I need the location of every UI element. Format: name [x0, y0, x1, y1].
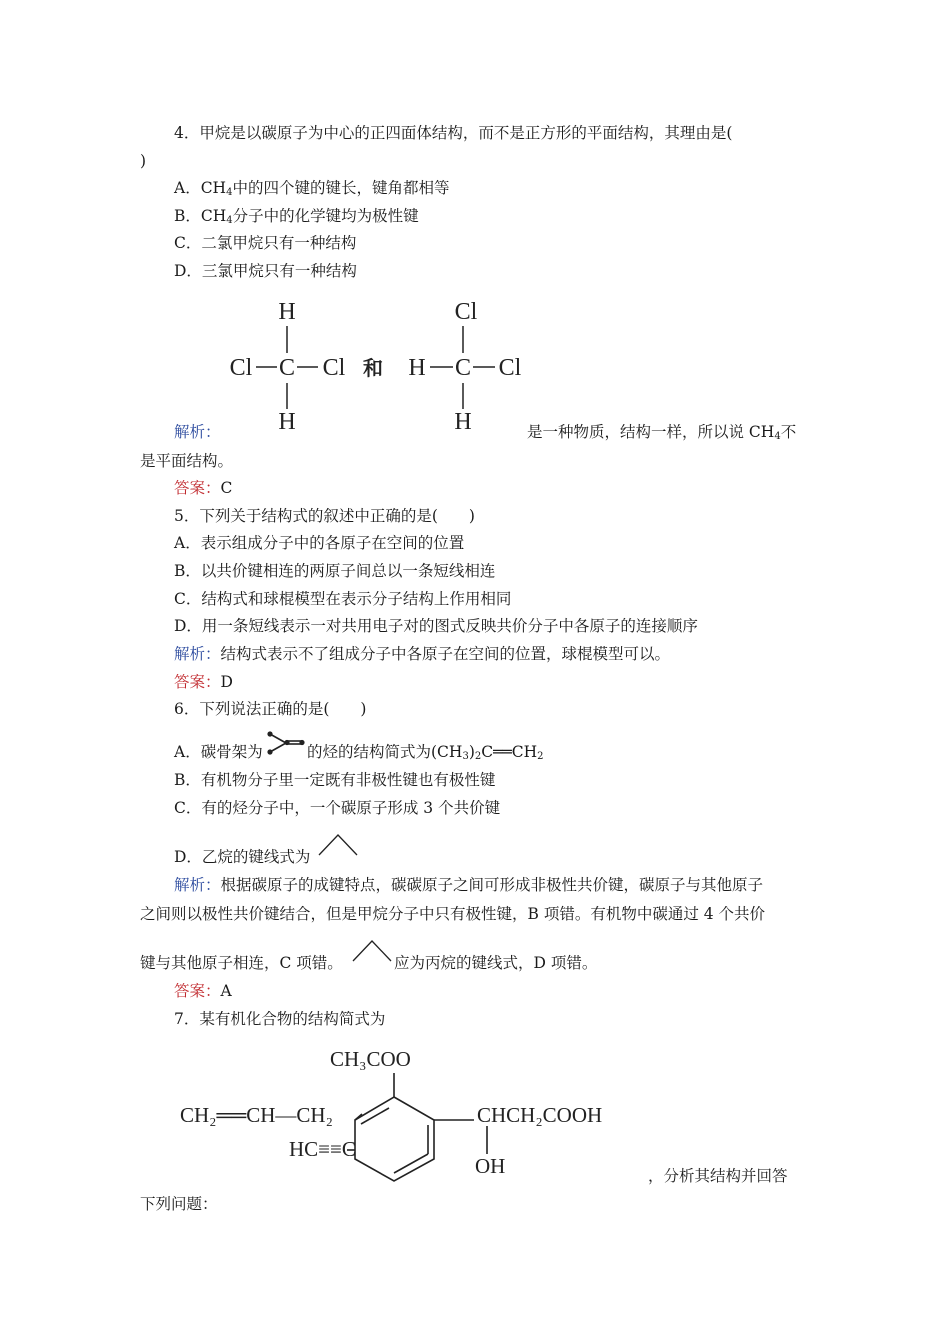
q6-analysis-line-2: 之间则以极性共价键结合，但是甲烷分子中只有极性键，B 项错。有机物中碳通过 4 个共价 [140, 905, 766, 923]
q4-stem-line-2: ) [140, 152, 147, 170]
acetoxy-group: CH₃COO [330, 1047, 411, 1071]
q6-analysis-line-3b: 应为丙烷的键线式，D 项错。 [394, 954, 598, 972]
q6-option-c: C．有的烃分子中，一个碳原子形成 3 个共价键 [174, 799, 501, 817]
q5-analysis: 解析：结构式表示不了组成分子中各原子在空间的位置，球棍模型可以。 [174, 645, 671, 663]
organic-compound-structure [172, 1040, 647, 1182]
struct2-top-cl: Cl [454, 299, 478, 325]
struct2-bottom-h: H [454, 409, 472, 435]
propane-bond-line-icon [351, 938, 393, 964]
struct2-left-h: H [408, 355, 426, 381]
struct1-bottom-h: H [278, 409, 296, 435]
q5-answer: 答案：D [174, 673, 233, 691]
struct1-center-c: C [278, 355, 296, 381]
q5-option-a: A．表示组成分子中的各原子在空间的位置 [174, 534, 465, 552]
q6-option-b: B．有机物分子里一定既有非极性键也有极性键 [174, 771, 496, 789]
dichloromethane-structures [220, 292, 530, 438]
struct1-left-cl: Cl [229, 355, 253, 381]
q4-option-a: A．$CH_4$中的四个键的键长，键角都相等 [174, 179, 450, 198]
q5-option-b: B．以共价键相连的两原子间总以一条短线相连 [174, 562, 496, 580]
q4-option-b: B．$CH_4$分子中的化学键均为极性键 [174, 207, 419, 226]
q7-tail-line-1: ，分析其结构并回答 [648, 1167, 788, 1185]
q5-option-c: C．结构式和球棍模型在表示分子结构上作用相同 [174, 590, 512, 608]
q6-analysis-line-1: 解析：根据碳原子的成键特点，碳碳原子之间可形成非极性共价键，碳原子与其他原子 [174, 876, 764, 894]
q5-option-d: D．用一条短线表示一对共用电子对的图式反映共价分子中各原子的连接顺序 [174, 617, 698, 635]
q7-tail-line-2: 下列问题： [140, 1195, 218, 1213]
struct2-right-cl: Cl [498, 355, 522, 381]
q6-analysis-line-3a: 键与其他原子相连，C 项错。 [140, 954, 343, 972]
and-connector: 和 [363, 358, 383, 380]
ethynyl-group: HC≡≡C [289, 1137, 356, 1161]
q4-analysis-text: 是一种物质，结构一样，所以说 $CH_4$不 [527, 423, 797, 442]
struct2-center-c: C [454, 355, 472, 381]
hydroxyl-group: OH [475, 1154, 506, 1178]
bond-line-icon [317, 832, 359, 858]
q4-stem-line-1: 4．甲烷是以碳原子为中心的正四面体结构，而不是正方形的平面结构，其理由是( [174, 124, 733, 142]
q6-option-a-formula: 的烃的结构简式为$(CH_3)_2C══CH_2$ [307, 743, 544, 762]
side-chain: CHCH₂COOH [477, 1103, 603, 1127]
q7-stem: 7．某有机化合物的结构简式为 [174, 1010, 386, 1028]
q6-option-a-prefix: A．碳骨架为 [174, 743, 263, 761]
q4-option-d: D．三氯甲烷只有一种结构 [174, 262, 357, 280]
carbon-skeleton-icon [266, 730, 306, 756]
q4-option-c: C．二氯甲烷只有一种结构 [174, 234, 357, 252]
q4-answer: 答案：C [174, 479, 233, 497]
allyl-chain: CH₂══CH—CH₂ [180, 1103, 333, 1127]
struct1-top-h: H [278, 299, 296, 325]
q6-stem: 6．下列说法正确的是( ) [174, 700, 367, 718]
q4-analysis-label: 解析： [174, 423, 221, 441]
q6-option-d: D．乙烷的键线式为 [174, 848, 311, 866]
struct1-right-cl: Cl [322, 355, 346, 381]
q4-analysis-text-2: 是平面结构。 [140, 452, 234, 470]
q5-stem: 5．下列关于结构式的叙述中正确的是( ) [174, 507, 475, 525]
q6-answer: 答案：A [174, 982, 232, 1000]
